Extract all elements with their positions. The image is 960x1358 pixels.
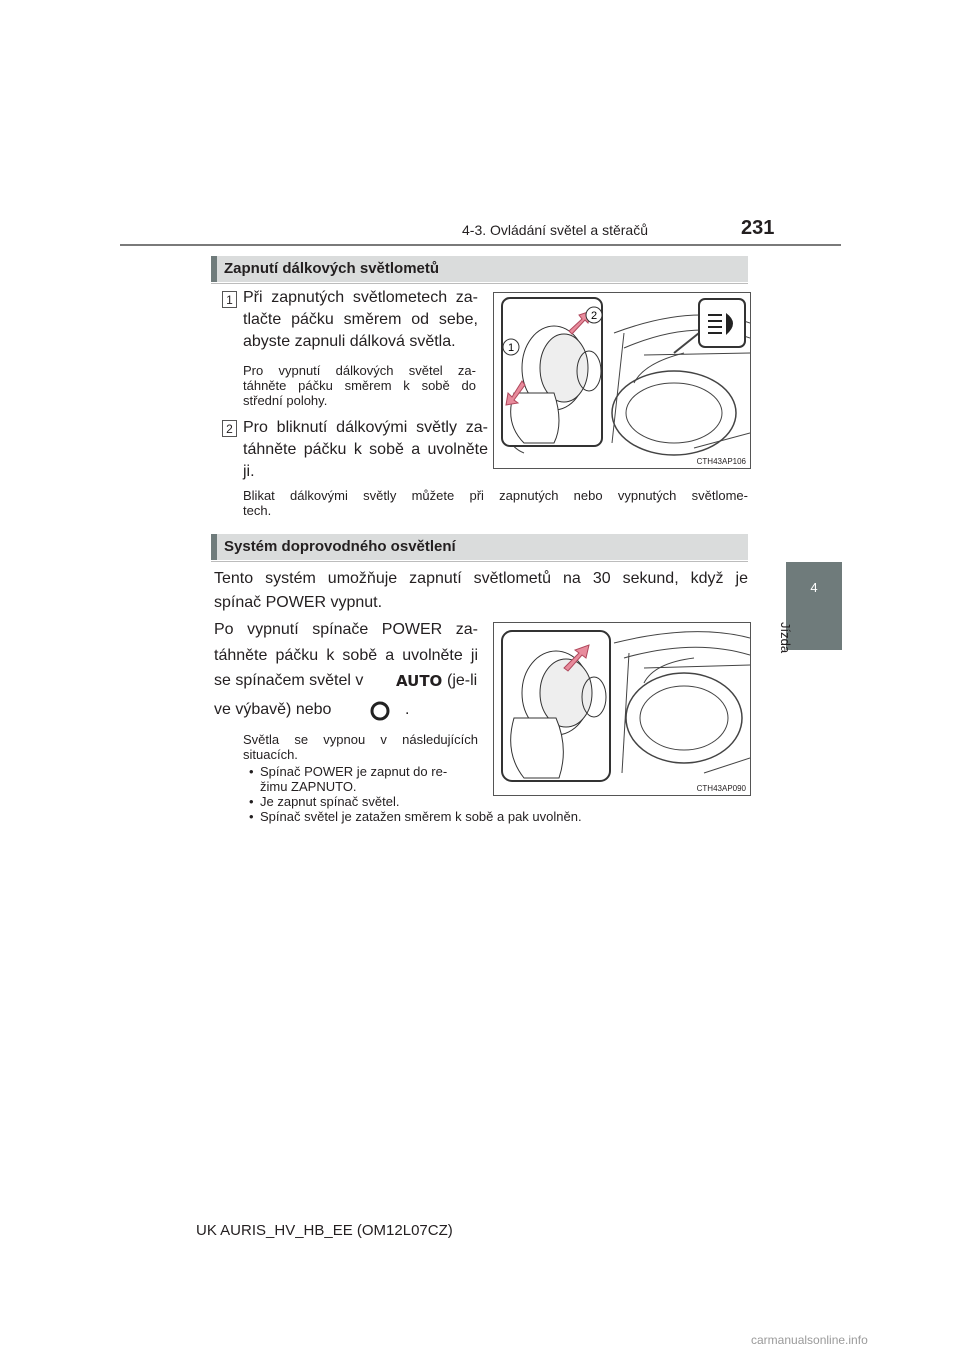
follow-me-home-illustration — [494, 623, 750, 795]
callout-1: 1 — [507, 342, 515, 354]
chapter-number: 4 — [810, 580, 818, 595]
figure-high-beam-lever — [493, 292, 751, 469]
step-number-1: 1 — [222, 291, 237, 308]
chapter-side-label: Jízda — [778, 622, 793, 654]
section-2-paragraph: Po vypnutí spínače POWER za- táhněte páčku k sobě a uvolněte ji — [214, 621, 478, 664]
para-line-4-end: . — [405, 701, 410, 718]
section-heading-text: Systém doprovodného osvětlení — [224, 538, 456, 555]
step-2-note: Blikat dálkovými světly můžete při zapnutých nebo vypnutých světlome- tech. — [243, 488, 748, 518]
figure-code: CTH43AP090 — [696, 784, 746, 793]
figure-code: CTH43AP106 — [696, 457, 746, 466]
chapter-side-tab — [786, 562, 842, 650]
heading-rule — [211, 561, 748, 562]
heading-accent-bar — [211, 534, 217, 560]
high-beam-illustration — [494, 293, 750, 468]
para-line-3-end: (je-li — [447, 672, 478, 689]
step-1-note: Pro vypnutí dálkových světel za- táhněte páčku směrem k sobě do střední polohy. — [243, 363, 476, 408]
section-heading-text: Zapnutí dálkových světlometů — [224, 260, 440, 277]
figure-follow-me-home-lever — [493, 622, 751, 796]
lights-off-icon — [369, 700, 391, 722]
para-line-4: ve výbavě) nebo — [214, 701, 332, 718]
section-heading-follow-me-home — [211, 534, 748, 560]
document-footer: UK AURIS_HV_HB_EE (OM12L07CZ) — [196, 1222, 453, 1239]
heading-accent-bar — [211, 256, 217, 282]
step-1-text: Při zapnutých světlometech za- tlačte páčku směrem od sebe, abyste zapnuli dálková světla. — [243, 289, 478, 350]
page-number: 231 — [741, 217, 775, 239]
bullet-item: • Spínač POWER je zapnut do re- žimu ZAPNUTO. — [243, 764, 748, 794]
step-2-text: Pro bliknutí dálkovými světly za- táhněte páčku k sobě a uvolněte ji. — [243, 419, 488, 480]
chapter-title: 4-3. Ovládání světel a stěračů — [462, 222, 648, 238]
auto-icon: AUTO — [396, 672, 443, 690]
callout-2: 2 — [590, 310, 598, 322]
heading-rule — [211, 283, 748, 284]
section-heading-high-beam — [211, 256, 748, 282]
section-2-note: Světla se vypnou v následujících situacích. — [243, 732, 478, 762]
para-line-3: se spínačem světel v — [214, 672, 364, 689]
watermark-link[interactable]: carmanualsonline.info — [751, 1333, 868, 1347]
header-rule — [120, 244, 841, 246]
bullet-item: • Je zapnut spínač světel. — [243, 794, 748, 809]
section-2-intro: Tento systém umožňuje zapnutí světlometů na 30 sekund, když je spínač POWER vypnut. — [214, 570, 748, 611]
bullet-item: • Spínač světel je zatažen směrem k sobě a pak uvolněn. — [243, 809, 748, 824]
step-number-2: 2 — [222, 420, 237, 437]
